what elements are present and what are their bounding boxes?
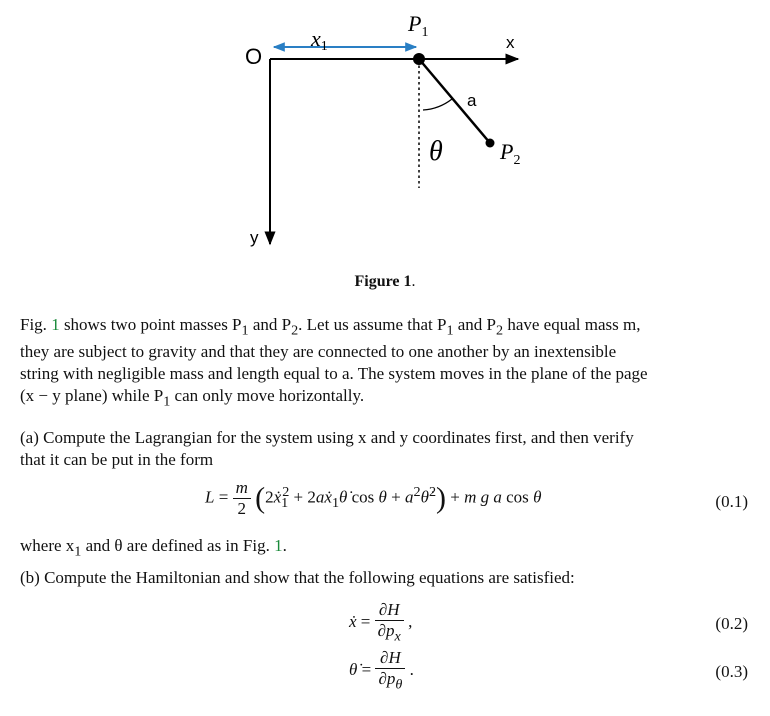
length-label: a (467, 91, 477, 110)
x-axis-label: x (506, 33, 515, 52)
where-text: where $x_1$ and θ are defined as in Fig. 1. (20, 536, 287, 560)
mass-p2 (486, 139, 495, 148)
eq3-number: (0.3) (715, 662, 748, 681)
x1-label: x1 (311, 26, 328, 54)
p2-label: $P_2$ (500, 139, 521, 168)
figure-ref[interactable]: 1 (51, 315, 60, 334)
part-a-text: (a) Compute the Lagrangian for the system using x and y coordinates first, and then verify that it can be put in the form (20, 428, 634, 469)
eq1-number: (0.1) (715, 492, 748, 511)
angle-label: θ (429, 136, 443, 167)
hamilton-eq-theta: θ̇ = $\frac{\partial H}{\partial p_\theta}$ . (349, 648, 414, 693)
angle-arc (423, 99, 452, 110)
pendulum-figure (0, 0, 770, 270)
intro-paragraph: Fig. 1 shows two point masses $P_1$ and $P_2$. Let us assume that $P_1$ and $P_2$ have equal mass m, they are subject to gravity and that they are connected to one another by an inextensible string with negligible mass and length equal to a. The system moves in the plane of the page (x − y plane) while $P_1$ can only move horizontally. (20, 315, 648, 410)
pendulum-string (419, 59, 490, 143)
part-b-text: (b) Compute the Hamiltonian and show that the following equations are satisfied: (20, 568, 575, 587)
figure-caption: Figure 1. (354, 273, 416, 290)
mass-p1 (413, 53, 425, 65)
y-axis-label: y (250, 228, 259, 247)
origin-label: O (245, 44, 263, 69)
hamilton-eq-x: ẋ = $\frac{\partial H}{\partial p_x}$ , (349, 600, 413, 645)
eq2-number: (0.2) (715, 614, 748, 633)
figure-ref-2[interactable]: 1 (274, 536, 283, 555)
p1-label: $P_1$ (408, 11, 429, 40)
lagrangian-equation: L = $\frac{m}{2}$ (2ẋ$_1^2$ + 2aẋ$_1$θ̇ $\cos \theta + a^2\thetȧ^2) + m$ g a cos θ (205, 478, 542, 518)
